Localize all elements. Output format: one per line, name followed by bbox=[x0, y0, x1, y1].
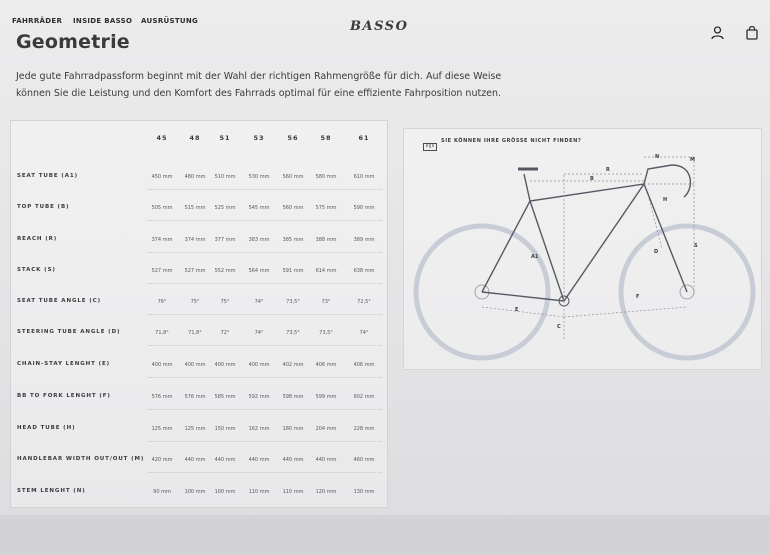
dimension-label: C bbox=[557, 324, 561, 330]
page-title: Geometrie bbox=[16, 31, 130, 53]
ruler-icon bbox=[423, 136, 437, 155]
geometry-cell: 400 mm bbox=[184, 361, 206, 368]
geometry-cell: 180 mm bbox=[282, 425, 304, 432]
geometry-cell: 614 mm bbox=[315, 267, 337, 274]
geometry-cell: 527 mm bbox=[184, 267, 206, 274]
geometry-cell: 610 mm bbox=[353, 173, 375, 180]
geometry-cell: 204 mm bbox=[315, 425, 337, 432]
row-divider bbox=[148, 472, 382, 473]
geometry-cell: 76° bbox=[157, 298, 167, 305]
geometry-row-label: STEM LENGHT (N) bbox=[17, 488, 86, 494]
geometry-cell: 100 mm bbox=[184, 488, 206, 495]
geometry-cell: 125 mm bbox=[151, 425, 173, 432]
geometry-cell: 591 mm bbox=[282, 267, 304, 274]
geometry-cell: 75° bbox=[220, 298, 230, 305]
geometry-cell: 110 mm bbox=[248, 488, 270, 495]
geometry-row-label: HEAD TUBE (H) bbox=[17, 425, 76, 431]
geometry-diagram bbox=[403, 128, 762, 370]
nav-link-inside-basso[interactable]: INSIDE BASSO bbox=[73, 17, 133, 25]
size-column-header: 51 bbox=[219, 134, 231, 142]
size-column-header: 53 bbox=[253, 134, 265, 142]
geometry-cell: 602 mm bbox=[353, 393, 375, 400]
row-divider bbox=[148, 252, 382, 253]
geometry-cell: 510 mm bbox=[214, 173, 236, 180]
geometry-row-label: STEERING TUBE ANGLE (D) bbox=[17, 329, 121, 335]
geometry-cell: 73,5° bbox=[319, 329, 333, 336]
dimension-label: N bbox=[655, 154, 660, 160]
geometry-cell: 400 mm bbox=[214, 361, 236, 368]
geometry-cell: 385 mm bbox=[282, 236, 304, 243]
geometry-cell: 599 mm bbox=[315, 393, 337, 400]
bottom-background bbox=[0, 515, 770, 555]
geometry-row-label: TOP TUBE (B) bbox=[17, 204, 70, 210]
row-divider bbox=[148, 377, 382, 378]
geometry-cell: 74° bbox=[254, 329, 264, 336]
size-column-header: 58 bbox=[320, 134, 332, 142]
size-column-header: 48 bbox=[189, 134, 201, 142]
user-icon[interactable] bbox=[711, 25, 724, 44]
geometry-cell: 575 mm bbox=[315, 204, 337, 211]
geometry-cell: 580 mm bbox=[315, 173, 337, 180]
geometry-cell: 525 mm bbox=[214, 204, 236, 211]
geometry-cell: 374 mm bbox=[184, 236, 206, 243]
geometry-cell: 73,5° bbox=[286, 298, 300, 305]
row-divider bbox=[148, 314, 382, 315]
dimension-label: H bbox=[663, 197, 668, 203]
row-divider bbox=[148, 345, 382, 346]
geometry-cell: 545 mm bbox=[248, 204, 270, 211]
geometry-cell: 560 mm bbox=[282, 173, 304, 180]
row-divider bbox=[148, 441, 382, 442]
intro-line: können Sie die Leistung und den Komfort des Fahrrads optimal für eine effiziente Fahrposition nutzen. bbox=[16, 88, 502, 99]
geometry-cell: 388 mm bbox=[315, 236, 337, 243]
geometry-cell: 73,5° bbox=[286, 329, 300, 336]
geometry-cell: 585 mm bbox=[214, 393, 236, 400]
geometry-cell: 110 mm bbox=[282, 488, 304, 495]
geometry-cell: 505 mm bbox=[151, 204, 173, 211]
geometry-cell: 592 mm bbox=[248, 393, 270, 400]
geometry-cell: 406 mm bbox=[315, 361, 337, 368]
intro-text bbox=[16, 68, 536, 102]
geometry-cell: 590 mm bbox=[353, 204, 375, 211]
geometry-cell: 377 mm bbox=[214, 236, 236, 243]
geometry-cell: 75° bbox=[190, 298, 200, 305]
geometry-row-label: SEAT TUBE ANGLE (C) bbox=[17, 298, 102, 304]
geometry-cell: 400 mm bbox=[151, 361, 173, 368]
size-column-header: 61 bbox=[358, 134, 370, 142]
size-help-link[interactable]: SIE KÖNNEN IHRE GRÖSSE NICHT FINDEN? bbox=[441, 138, 582, 144]
dimension-label: A1 bbox=[531, 254, 539, 260]
geometry-row-label: BB TO FORK LENGHT (F) bbox=[17, 393, 111, 399]
row-divider bbox=[148, 283, 382, 284]
geometry-cell: 480 mm bbox=[184, 173, 206, 180]
size-column-header: 56 bbox=[287, 134, 299, 142]
dimension-label: E bbox=[515, 307, 519, 313]
geometry-cell: 552 mm bbox=[214, 267, 236, 274]
dimension-lines bbox=[482, 157, 694, 341]
geometry-row-label: SEAT TUBE (A1) bbox=[17, 173, 79, 179]
geometry-row-label: HANDLEBAR WIDTH OUT/OUT (M) bbox=[17, 456, 145, 462]
row-divider bbox=[148, 189, 382, 190]
geometry-cell: 383 mm bbox=[248, 236, 270, 243]
geometry-cell: 71,8° bbox=[155, 329, 169, 336]
geometry-cell: 374 mm bbox=[151, 236, 173, 243]
nav-link-ausruestung[interactable]: AUSRÜSTUNG bbox=[141, 17, 199, 25]
geometry-cell: 71,8° bbox=[188, 329, 202, 336]
dimension-label: S bbox=[694, 243, 698, 249]
dimension-label: F bbox=[636, 294, 640, 300]
geometry-cell: 74° bbox=[254, 298, 264, 305]
geometry-cell: 402 mm bbox=[282, 361, 304, 368]
nav-link-fahrraeder[interactable]: FAHRRÄDER bbox=[12, 17, 63, 25]
row-divider bbox=[148, 409, 382, 410]
geometry-cell: 560 mm bbox=[282, 204, 304, 211]
dimension-label: D bbox=[654, 249, 659, 255]
geometry-cell: 130 mm bbox=[353, 488, 375, 495]
dimension-label: R bbox=[606, 167, 610, 173]
size-column-header: 45 bbox=[156, 134, 168, 142]
row-divider bbox=[148, 220, 382, 221]
geometry-cell: 576 mm bbox=[151, 393, 173, 400]
geometry-row-label: CHAIN-STAY LENGHT (E) bbox=[17, 361, 111, 367]
geometry-cell: 72° bbox=[220, 329, 230, 336]
geometry-cell: 420 mm bbox=[151, 456, 173, 463]
geometry-cell: 406 mm bbox=[353, 361, 375, 368]
geometry-cell: 440 mm bbox=[248, 456, 270, 463]
geometry-cell: 440 mm bbox=[315, 456, 337, 463]
geometry-cell: 440 mm bbox=[184, 456, 206, 463]
geometry-row-label: STACK (S) bbox=[17, 267, 56, 273]
geometry-cell: 228 mm bbox=[353, 425, 375, 432]
dimension-label: M bbox=[690, 157, 695, 163]
geometry-cell: 73° bbox=[321, 298, 331, 305]
geometry-cell: 440 mm bbox=[282, 456, 304, 463]
shopping-bag-icon[interactable] bbox=[746, 25, 758, 44]
geometry-cell: 460 mm bbox=[353, 456, 375, 463]
geometry-cell: 150 mm bbox=[214, 425, 236, 432]
geometry-cell: 389 mm bbox=[353, 236, 375, 243]
bike-geometry-drawing bbox=[404, 129, 761, 369]
geometry-row-label: REACH (R) bbox=[17, 236, 58, 242]
geometry-cell: 74° bbox=[359, 329, 369, 336]
geometry-cell: 120 mm bbox=[315, 488, 337, 495]
geometry-cell: 598 mm bbox=[282, 393, 304, 400]
brand-logo[interactable]: BASSO bbox=[350, 19, 409, 34]
geometry-cell: 90 mm bbox=[153, 488, 171, 495]
intro-line: Jede gute Fahrradpassform beginnt mit der Wahl der richtigen Rahmengröße für dich. Auf diese Weise bbox=[16, 71, 502, 82]
geometry-cell: 450 mm bbox=[151, 173, 173, 180]
geometry-cell: 72,5° bbox=[357, 298, 371, 305]
geometry-cell: 162 mm bbox=[248, 425, 270, 432]
geometry-cell: 400 mm bbox=[248, 361, 270, 368]
geometry-cell: 440 mm bbox=[214, 456, 236, 463]
geometry-cell: 638 mm bbox=[353, 267, 375, 274]
geometry-cell: 100 mm bbox=[214, 488, 236, 495]
geometry-cell: 564 mm bbox=[248, 267, 270, 274]
dimension-label: B bbox=[590, 176, 594, 182]
geometry-cell: 515 mm bbox=[184, 204, 206, 211]
geometry-cell: 527 mm bbox=[151, 267, 173, 274]
geometry-cell: 576 mm bbox=[184, 393, 206, 400]
geometry-cell: 125 mm bbox=[184, 425, 206, 432]
geometry-cell: 530 mm bbox=[248, 173, 270, 180]
